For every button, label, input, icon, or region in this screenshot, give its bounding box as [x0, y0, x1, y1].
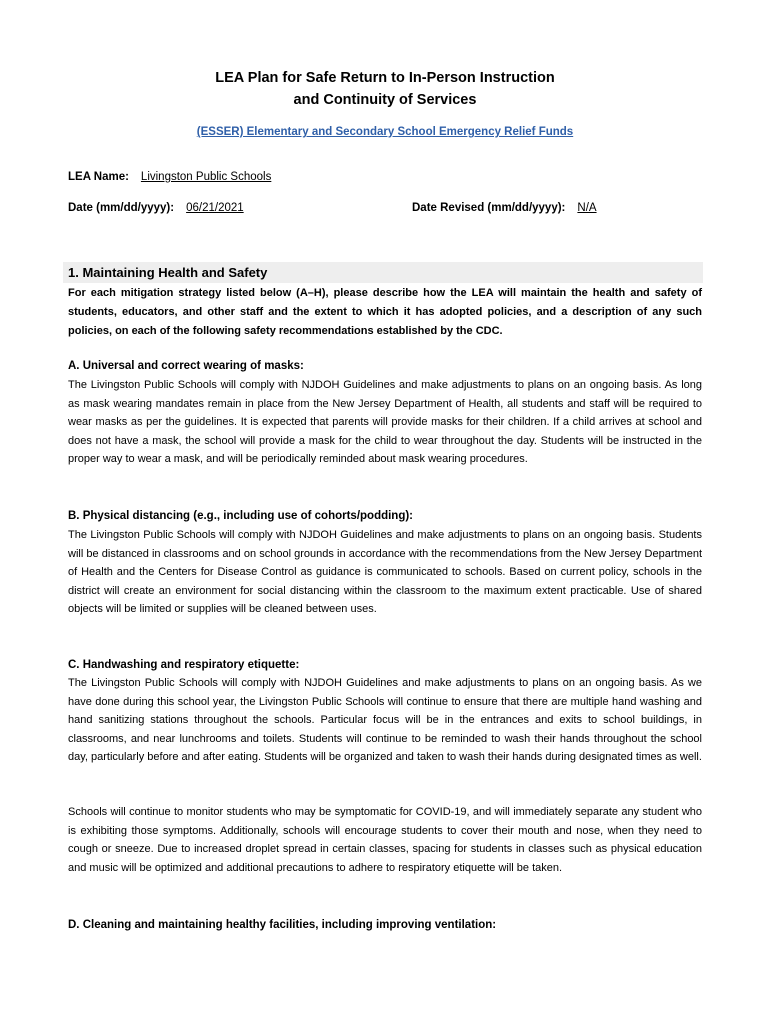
handwashing-paragraph-2: Schools will continue to monitor students who may be symptomatic for COVID-19, and will immediately separate any student who is exhibiting those symptoms. Additionally, schools will encourage students to cover their mouth and nose, when they need to cough or sneeze. Due to increased droplet spread in certain classes, spacing for students in classes such as physical education and music will be optimized and additional precautions to adhere to respiratory etiquette will be taken. [68, 806, 702, 874]
cleaning-heading: D. Cleaning and maintaining healthy facilities, including improving ventilation: [68, 919, 497, 931]
physical-distancing-heading: B. Physical distancing (e.g., including use of cohorts/podding): [68, 510, 414, 522]
date-revised-label: Date Revised (mm/dd/yyyy): [412, 202, 566, 214]
handwashing-paragraph-1: The Livingston Public Schools will comply with NJDOH Guidelines and make adjustments to plans on an ongoing basis. As we have done during this school year, the Livingston Public Schools will continue to ensure that there are multiple hand washing and hand sanitizing stations throughout the schools. Particular focus will be in the entrances and exits to school buildings, in classrooms, and near lunchrooms and toilets. Students will continue to be reminded to wash their hands throughout the school day, particularly before and after eating. Students will be organized and taken to wash their hands during designated times as well. [68, 677, 702, 764]
date-value: 06/21/2021 [186, 202, 244, 214]
date-label: Date (mm/dd/yyyy): [68, 202, 175, 214]
esser-subtitle-link[interactable]: (ESSER) Elementary and Secondary School Emergency Relief Funds [196, 126, 574, 138]
section-1-intro: For each mitigation strategy listed below (A–H), please describe how the LEA will maintain the health and safety of students, educators, and other staff and the extent to which it has adopted policies, and a description of any such policies, on each of the following safety recommendations established by the CDC. [68, 287, 702, 337]
date-revised-value: N/A [577, 202, 597, 214]
lea-name-label: LEA Name: [68, 171, 129, 183]
document-title-line-2: and Continuity of Services [293, 92, 477, 108]
date-revised-field [412, 202, 607, 214]
masks-paragraph: The Livingston Public Schools will comply with NJDOH Guidelines and make adjustments to plans on an ongoing basis. As long as mask wearing mandates remain in place from the New Jersey Department of Health, all students and staff will be required to wear masks as per the guidelines. It is expected that parents will provide masks for their children. If a child arrives at school and does not have a mask, the school will provide a mask for the child to wear throughout the day. Students will be instructed in the proper way to wear a mask, and will be periodically reminded about mask wearing procedures. [68, 379, 702, 466]
handwashing-heading: C. Handwashing and respiratory etiquette: [68, 659, 300, 671]
lea-name-field [68, 171, 281, 183]
section-1-title: 1. Maintaining Health and Safety [68, 265, 268, 280]
physical-distancing-paragraph: The Livingston Public Schools will comply with NJDOH Guidelines and make adjustments to plans on an ongoing basis. Students will be distanced in classrooms and on school grounds in accordance with the recommendations from the New Jersey Department of Health and the Centers for Disease Control as guidance is communicated to schools. Based on current policy, schools in the district will create an environment for social distancing within the classroom to the maximum extent practicable. Use of shared objects will be limited or supplies will be cleaned between uses. [68, 529, 702, 616]
lea-name-value: Livingston Public Schools [140, 171, 272, 183]
date-field [68, 202, 254, 214]
document-title-line-1: LEA Plan for Safe Return to In-Person Instruction [215, 70, 555, 86]
masks-heading: A. Universal and correct wearing of masks: [68, 360, 304, 372]
